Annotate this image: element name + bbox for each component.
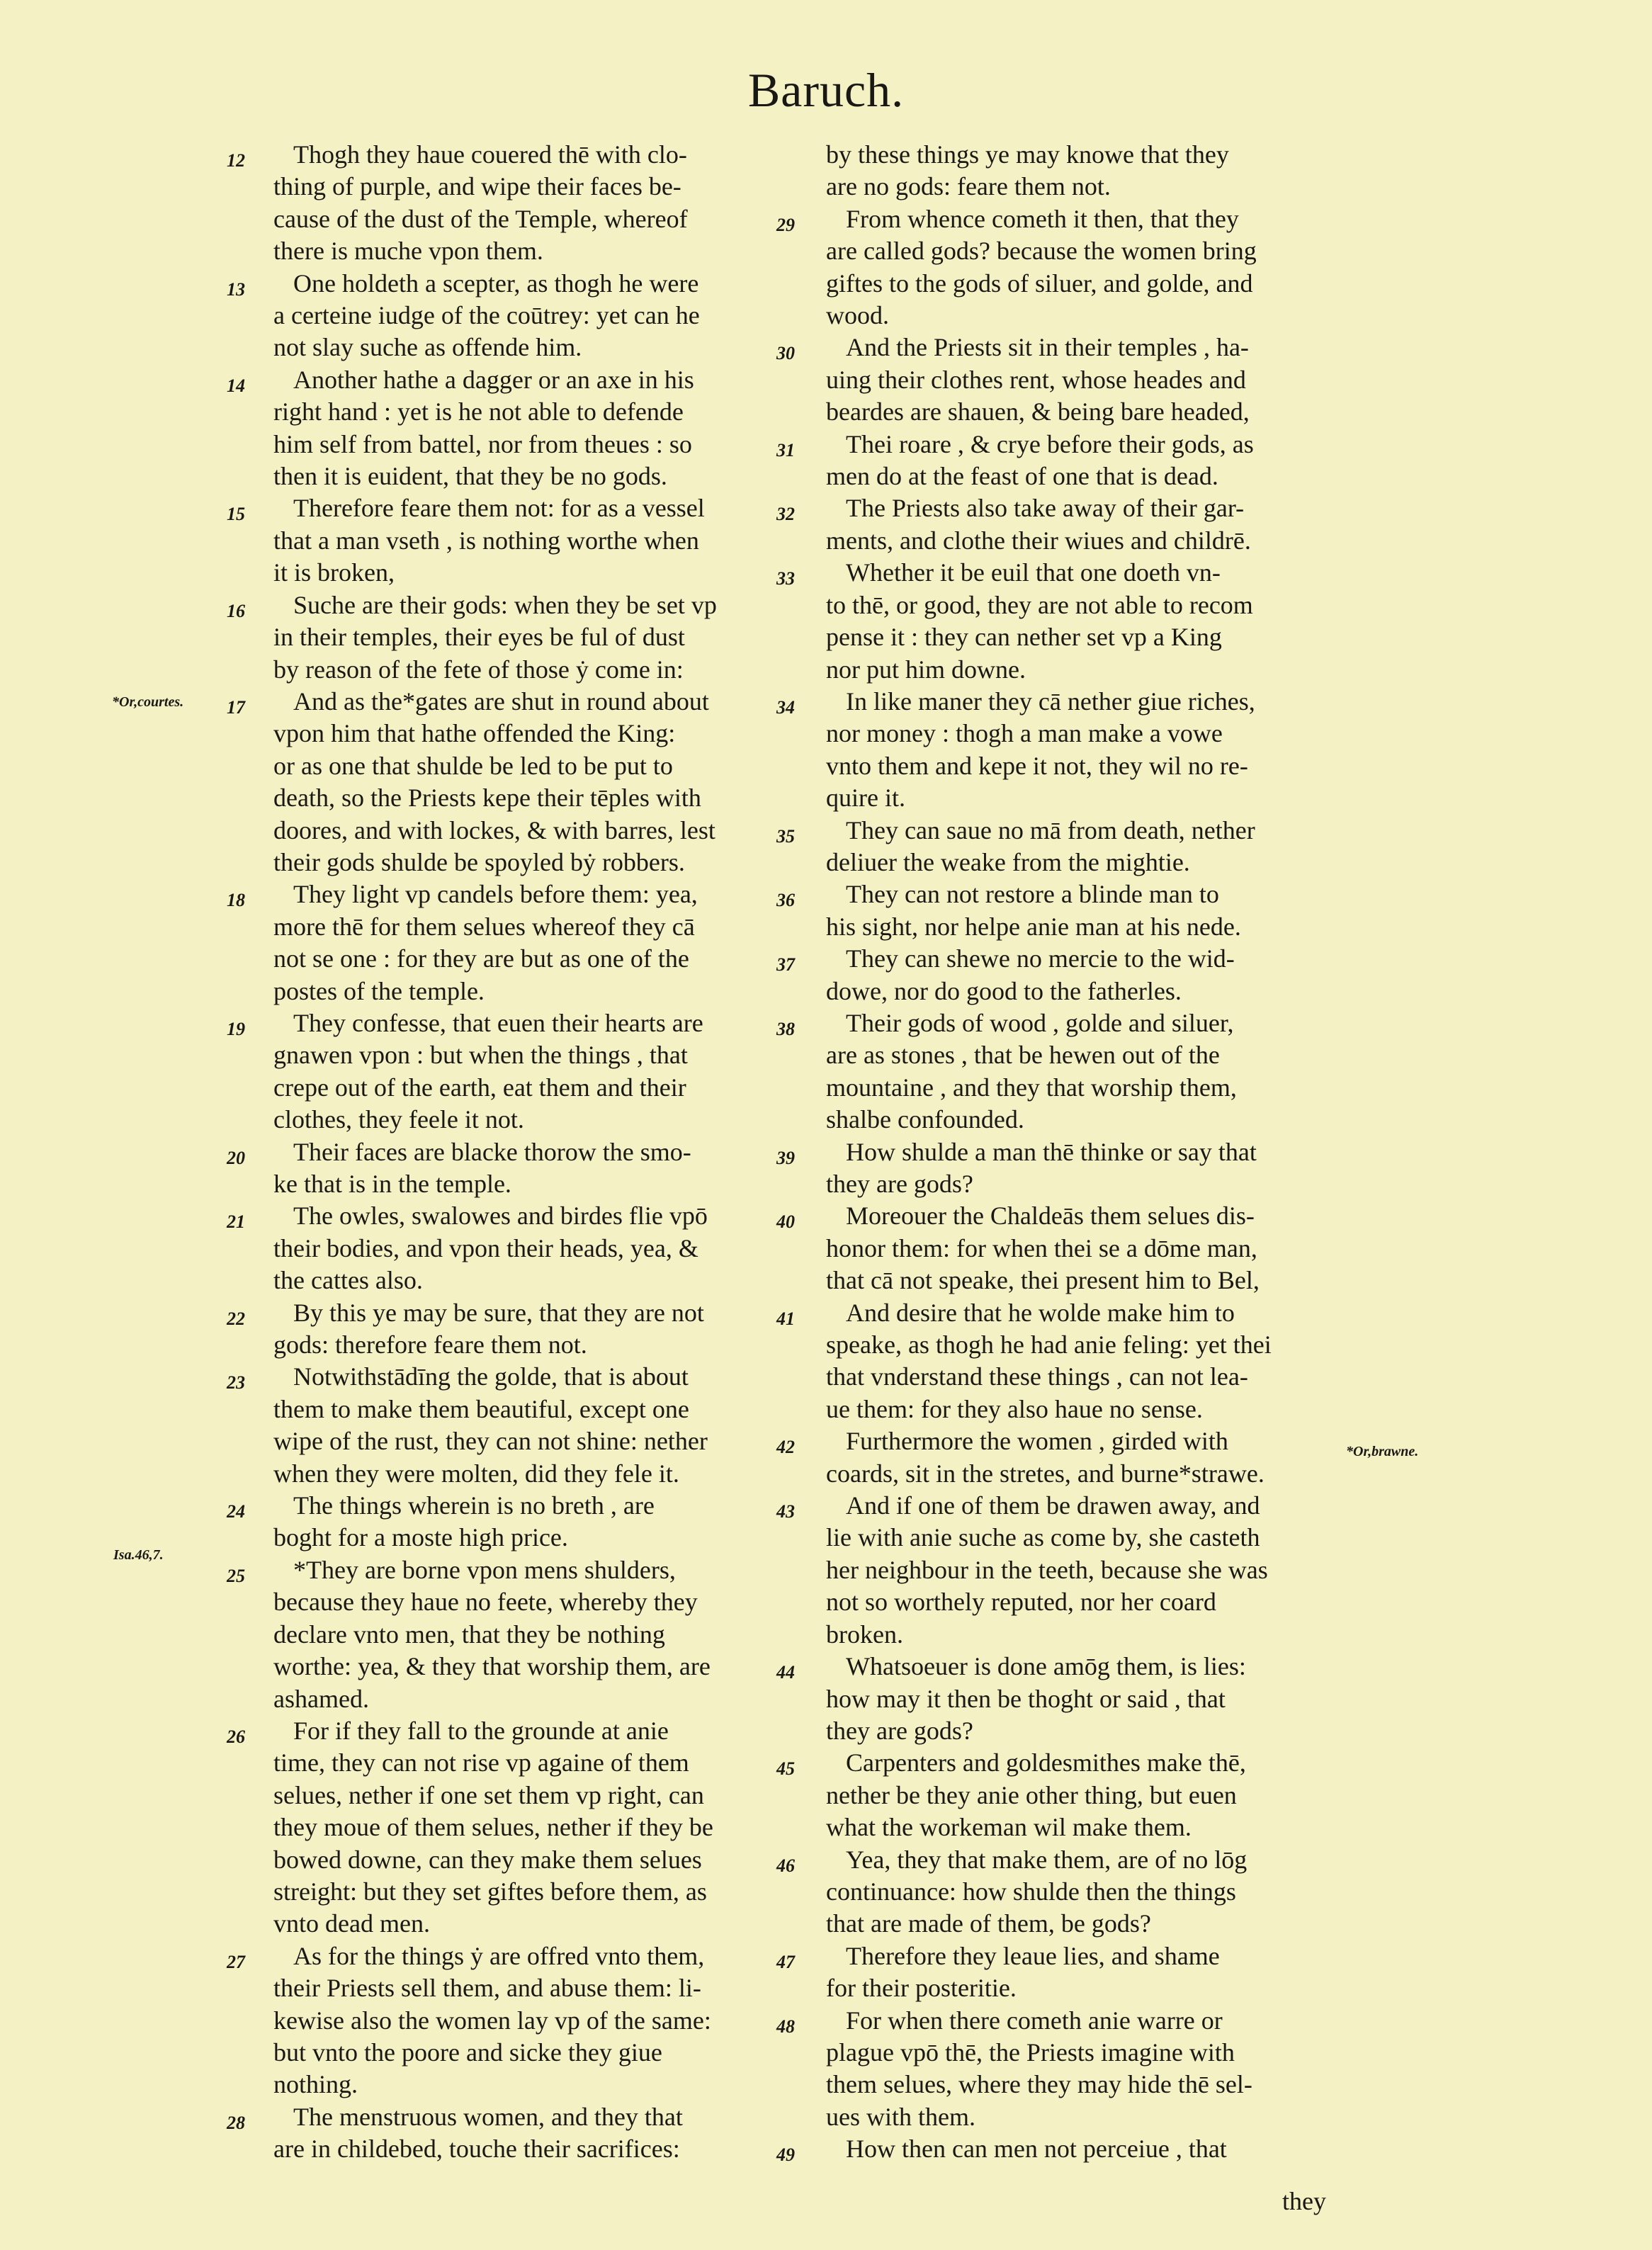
verse-number: 48 xyxy=(776,2016,795,2037)
verse-line: how may it then be thoght or said , that xyxy=(826,1684,1226,1713)
verse-line: crepe out of the earth, eat them and their xyxy=(273,1073,686,1102)
verse-line: lie with anie suche as come by, she casteth xyxy=(826,1523,1260,1552)
verse-line: not slay suche as offende him. xyxy=(273,333,582,362)
verse-line: time, they can not rise vp againe of them xyxy=(273,1748,689,1777)
verse-line: deliuer the weake from the mightie. xyxy=(826,847,1190,876)
verse-line: men do at the feast of one that is dead. xyxy=(826,462,1218,491)
verse-number: 17 xyxy=(227,696,245,718)
verse-line: How then can men not perceiue , that xyxy=(846,2135,1227,2164)
verse-number: 16 xyxy=(227,600,245,621)
verse-line: They can saue no mā from death, nether xyxy=(846,815,1255,844)
verse-line: vnto them and kepe it not, they wil no re- xyxy=(826,751,1248,780)
verse-number: 42 xyxy=(776,1437,795,1458)
verse xyxy=(776,1940,1367,2005)
verse-number: 46 xyxy=(776,1855,795,1876)
catchword: they xyxy=(1282,2187,1326,2215)
verse-line: when they were molten, did they fele it. xyxy=(273,1459,679,1488)
verse xyxy=(227,2101,815,2166)
verse-number: 34 xyxy=(776,696,795,718)
verse xyxy=(776,878,1367,943)
verse-line: Their gods of wood , golde and siluer, xyxy=(846,1008,1234,1037)
verse-line: How shulde a man thē thinke or say that xyxy=(846,1137,1257,1166)
verse xyxy=(776,2133,1367,2166)
verse xyxy=(776,1651,1367,1747)
margin-note-isaiah: Isa.46,7. xyxy=(113,1547,164,1563)
verse-line: her neighbour in the teeth, because she was xyxy=(826,1555,1268,1584)
verse-line: the cattes also. xyxy=(273,1266,423,1295)
verse xyxy=(776,429,1367,493)
verse-line: there is muche vpon them. xyxy=(273,237,543,266)
verse-line: vpon him that hathe offended the King: xyxy=(273,719,676,748)
verse-line: are in childebed, touche their sacrifices: xyxy=(273,2135,680,2164)
verse-line: Their faces are blacke thorow the smo- xyxy=(293,1137,691,1166)
verse-line: Yea, they that make them, are of no lōg xyxy=(846,1845,1248,1874)
verse xyxy=(776,203,1367,332)
verse-line: to thē, or good, they are not able to recom xyxy=(826,590,1253,619)
margin-note-brawne: *Or,brawne. xyxy=(1346,1444,1419,1459)
verse xyxy=(227,492,815,589)
verse-line: are called gods? because the women bring xyxy=(826,237,1257,266)
verse-line: that cā not speake, thei present him to Bel, xyxy=(826,1266,1260,1295)
verse-line: Suche are their gods: when they be set vp xyxy=(293,590,717,619)
verse-line: their gods shulde be spoyled bẏ robbers. xyxy=(273,847,685,876)
verse xyxy=(800,139,1367,203)
verse-number: 21 xyxy=(227,1211,245,1233)
verse-line: them to make them beautiful, except one xyxy=(273,1394,689,1423)
verse xyxy=(227,1007,815,1136)
verse xyxy=(776,1490,1367,1651)
verse-line: they moue of them selues, nether if they be xyxy=(273,1813,713,1842)
verse xyxy=(776,686,1367,815)
verse-line: They can shewe no mercie to the wid- xyxy=(846,944,1235,973)
verse-line: Another hathe a dagger or an axe in his xyxy=(293,365,694,394)
verse-line: vnto dead men. xyxy=(273,1909,430,1938)
verse-line: then it is euident, that they be no gods. xyxy=(273,462,667,491)
verse-line: The owles, swalowes and birdes flie vpō xyxy=(293,1202,708,1231)
verse-line: Therefore they leaue lies, and shame xyxy=(846,1941,1220,1970)
verse-line: Thei roare , & crye before their gods, as xyxy=(846,429,1254,458)
verse xyxy=(776,943,1367,1007)
verse-line: not se one : for they are but as one of the xyxy=(273,944,689,973)
verse-line: *They are borne vpon mens shulders, xyxy=(293,1555,676,1584)
verse xyxy=(227,1715,815,1940)
verse-line: And if one of them be drawen away, and xyxy=(846,1491,1260,1520)
verse-line: ashamed. xyxy=(273,1684,369,1713)
verse-number: 49 xyxy=(776,2144,795,2166)
verse-line: And as the*gates are shut in round about xyxy=(293,686,709,716)
verse-line: The menstruous women, and they that xyxy=(293,2102,683,2131)
verse-line: that are made of them, be gods? xyxy=(826,1909,1151,1938)
verse-number: 33 xyxy=(776,568,795,589)
verse-number: 43 xyxy=(776,1501,795,1522)
verse-line: coards, sit in the stretes, and burne*strawe. xyxy=(826,1459,1265,1488)
verse-number: 28 xyxy=(227,2112,245,2133)
verse-line: uing their clothes rent, whose heades and xyxy=(826,365,1246,394)
verse-line: death, so the Priests kepe their tēples with xyxy=(273,784,701,813)
verse-line: cause of the dust of the Temple, whereof xyxy=(273,204,688,233)
verse-line: doores, and with lockes, & with barres, lest xyxy=(273,815,715,844)
verse-number: 15 xyxy=(227,504,245,525)
verse-line: it is broken, xyxy=(273,558,395,587)
verse-line: that a man vseth , is nothing worthe when xyxy=(273,526,699,555)
verse-line: In like maner they cā nether giue riches, xyxy=(846,686,1255,716)
verse-line: kewise also the women lay vp of the same: xyxy=(273,2006,711,2035)
verse-line: are as stones , that be hewen out of the xyxy=(826,1041,1220,1070)
verse xyxy=(776,1425,1367,1490)
verse-line: for their posteritie. xyxy=(826,1974,1017,2003)
verse-number: 37 xyxy=(776,954,795,976)
verse-number: 44 xyxy=(776,1662,795,1683)
verse-line: what the workeman wil make them. xyxy=(826,1813,1192,1842)
verse xyxy=(227,1554,815,1715)
verse-line: right hand : yet is he not able to defende xyxy=(273,397,684,426)
right-column xyxy=(776,139,1367,2166)
verse-line: are no gods: feare them not. xyxy=(826,172,1111,201)
verse xyxy=(776,557,1367,686)
verse-line: boght for a moste high price. xyxy=(273,1523,568,1552)
verse xyxy=(227,686,815,878)
verse-line: their bodies, and vpon their heads, yea, & xyxy=(273,1233,698,1262)
verse-number: 41 xyxy=(776,1308,795,1329)
verse-line: or as one that shulde be led to be put to xyxy=(273,751,673,780)
verse-number: 35 xyxy=(776,825,795,847)
verse-line: And the Priests sit in their temples , ha- xyxy=(846,333,1249,362)
verse-line: They light vp candels before them: yea, xyxy=(293,880,698,909)
verse-line: The things wherein is no breth , are xyxy=(293,1491,655,1520)
verse-line: them selues, where they may hide thē sel- xyxy=(826,2070,1252,2099)
verse xyxy=(227,878,815,1007)
verse-line: they are gods? xyxy=(826,1170,973,1198)
verse-number: 45 xyxy=(776,1758,795,1780)
verse xyxy=(776,492,1367,557)
verse-number: 39 xyxy=(776,1147,795,1168)
page-title: Baruch. xyxy=(747,63,905,117)
verse xyxy=(227,139,815,268)
verse-line: Furthermore the women , girded with xyxy=(846,1427,1228,1456)
verse-number: 47 xyxy=(776,1951,795,1972)
verse-line: thing of purple, and wipe their faces be- xyxy=(273,172,681,201)
verse-line: Notwithstādīng the golde, that is about xyxy=(293,1362,689,1391)
verse-number: 22 xyxy=(227,1308,245,1329)
verse-line: From whence cometh it then, that they xyxy=(846,204,1239,233)
verse-line: more thē for them selues whereof they cā xyxy=(273,912,695,941)
verse-number: 30 xyxy=(776,343,795,364)
verse xyxy=(776,1844,1367,1940)
verse-line: quire it. xyxy=(826,784,905,813)
verse-number: 14 xyxy=(227,375,245,396)
verse-line: wood. xyxy=(826,301,889,330)
verse-number: 26 xyxy=(227,1726,245,1747)
verse-number: 12 xyxy=(227,150,245,171)
verse-line: ments, and clothe their wiues and childrē. xyxy=(826,526,1251,555)
verse xyxy=(776,332,1367,428)
verse-line: Therefore feare them not: for as a vessel xyxy=(293,494,705,523)
verse-line: Carpenters and goldesmithes make thē, xyxy=(846,1748,1246,1777)
verse-line: bowed downe, can they make them selues xyxy=(273,1845,702,1874)
verse-line: Whether it be euil that one doeth vn- xyxy=(846,558,1221,587)
verse xyxy=(776,2005,1367,2134)
verse xyxy=(227,1940,815,2101)
verse-line: by reason of the fete of those ẏ come in: xyxy=(273,655,684,684)
verse xyxy=(776,1200,1367,1296)
verse xyxy=(227,1361,815,1490)
verse-line: him self from battel, nor from theues : so xyxy=(273,429,692,458)
verse-line: clothes, they feele it not. xyxy=(273,1105,524,1134)
verse xyxy=(776,1007,1367,1136)
verse-number: 27 xyxy=(227,1951,245,1972)
verse-line: ue them: for they also haue no sense. xyxy=(826,1394,1203,1423)
verse-line: wipe of the rust, they can not shine: nether xyxy=(273,1427,708,1456)
verse-line: broken. xyxy=(826,1619,903,1649)
verse-number: 20 xyxy=(227,1147,245,1168)
verse-line: For if they fall to the grounde at anie xyxy=(293,1716,669,1745)
verse-line: a certeine iudge of the coūtrey: yet can he xyxy=(273,301,700,330)
verse-line: worthe: yea, & they that worship them, are xyxy=(273,1652,711,1681)
verse-line: giftes to the gods of siluer, and golde, and xyxy=(826,268,1253,298)
verse xyxy=(776,1136,1367,1201)
verse xyxy=(776,1297,1367,1426)
verse-line: By this ye may be sure, that they are not xyxy=(293,1298,704,1327)
verse-line: because they haue no feete, whereby they xyxy=(273,1588,698,1617)
verse-number: 32 xyxy=(776,504,795,525)
verse-line: mountaine , and they that worship them, xyxy=(826,1073,1237,1102)
verse-line: continuance: how shulde then the things xyxy=(826,1877,1236,1906)
verse-line: As for the things ẏ are offred vnto them, xyxy=(293,1941,705,1970)
verse-line: in their temples, their eyes be ful of dust xyxy=(273,623,685,652)
verse-line: selues, nether if one set them vp right, can xyxy=(273,1780,704,1809)
verse-line: declare vnto men, that they be nothing xyxy=(273,1619,665,1649)
verse-number: 29 xyxy=(776,214,795,235)
verse-line: They can not restore a blinde man to xyxy=(846,880,1219,909)
verse-line: nor money : thogh a man make a vowe xyxy=(826,719,1223,748)
verse xyxy=(227,268,815,364)
verse-line: postes of the temple. xyxy=(273,976,485,1005)
verse-line: ke that is in the temple. xyxy=(273,1170,511,1198)
verse-line: plague vpō thē, the Priests imagine with xyxy=(826,2037,1235,2067)
verse-line: not so worthely reputed, nor her coard xyxy=(826,1588,1216,1617)
verse-line: For when there cometh anie warre or xyxy=(846,2006,1223,2035)
verse-line: They confesse, that euen their hearts are xyxy=(293,1008,703,1037)
verse xyxy=(776,1747,1367,1843)
verse-line: nothing. xyxy=(273,2070,358,2099)
margin-note-courtes: *Or,courtes. xyxy=(112,694,184,710)
verse xyxy=(776,815,1367,879)
verse-line: shalbe confounded. xyxy=(826,1105,1024,1134)
verse-line: gods: therefore feare them not. xyxy=(273,1330,587,1359)
verse xyxy=(227,1297,815,1362)
verse-line: ues with them. xyxy=(826,2102,975,2131)
verse-line: nor put him downe. xyxy=(826,655,1026,684)
verse xyxy=(227,1490,815,1554)
verse-line: beardes are shauen, & being bare headed, xyxy=(826,397,1250,426)
verse-line: Moreouer the Chaldeās them selues dis- xyxy=(846,1202,1255,1231)
verse-number: 40 xyxy=(776,1211,795,1233)
verse-line: And desire that he wolde make him to xyxy=(846,1298,1235,1327)
verse-number: 13 xyxy=(227,278,245,300)
verse xyxy=(227,589,815,686)
verse-line: dowe, nor do good to the fatherles. xyxy=(826,976,1182,1005)
verse-line: by these things ye may knowe that they xyxy=(826,140,1229,169)
verse-line: gnawen vpon : but when the things , that xyxy=(273,1041,688,1070)
verse-number: 24 xyxy=(227,1501,245,1522)
verse-number: 31 xyxy=(776,439,795,460)
verse-line: speake, as thogh he had anie feling: yet thei xyxy=(826,1330,1272,1359)
verse-line: they are gods? xyxy=(826,1716,973,1745)
verse-line: The Priests also take away of their gar- xyxy=(846,494,1245,523)
verse-number: 36 xyxy=(776,890,795,911)
verse-line: nether be they anie other thing, but euen xyxy=(826,1780,1237,1809)
verse-line: streight: but they set giftes before them, as xyxy=(273,1877,707,1906)
verse-line: but vnto the poore and sicke they giue xyxy=(273,2037,662,2067)
verse-number: 23 xyxy=(227,1372,245,1393)
verse-line: Whatsoeuer is done amōg them, is lies: xyxy=(846,1652,1246,1681)
verse-number: 38 xyxy=(776,1018,795,1039)
verse xyxy=(227,364,815,493)
verse-line: pense it : they can nether set vp a King xyxy=(826,623,1222,652)
verse-line: Thogh they haue couered thē with clo- xyxy=(293,140,687,169)
left-column xyxy=(227,139,815,2166)
verse-number: 18 xyxy=(227,890,245,911)
verse-line: honor them: for when thei se a dōme man, xyxy=(826,1233,1257,1262)
verse-line: One holdeth a scepter, as thogh he were xyxy=(293,268,699,298)
verse-line: that vnderstand these things , can not lea- xyxy=(826,1362,1248,1391)
verse-number: 19 xyxy=(227,1018,245,1039)
verse-number: 25 xyxy=(227,1565,245,1586)
verse xyxy=(227,1136,815,1201)
verse xyxy=(227,1200,815,1296)
verse-line: his sight, nor helpe anie man at his nede. xyxy=(826,912,1241,941)
verse-line: their Priests sell them, and abuse them: li- xyxy=(273,1974,701,2003)
